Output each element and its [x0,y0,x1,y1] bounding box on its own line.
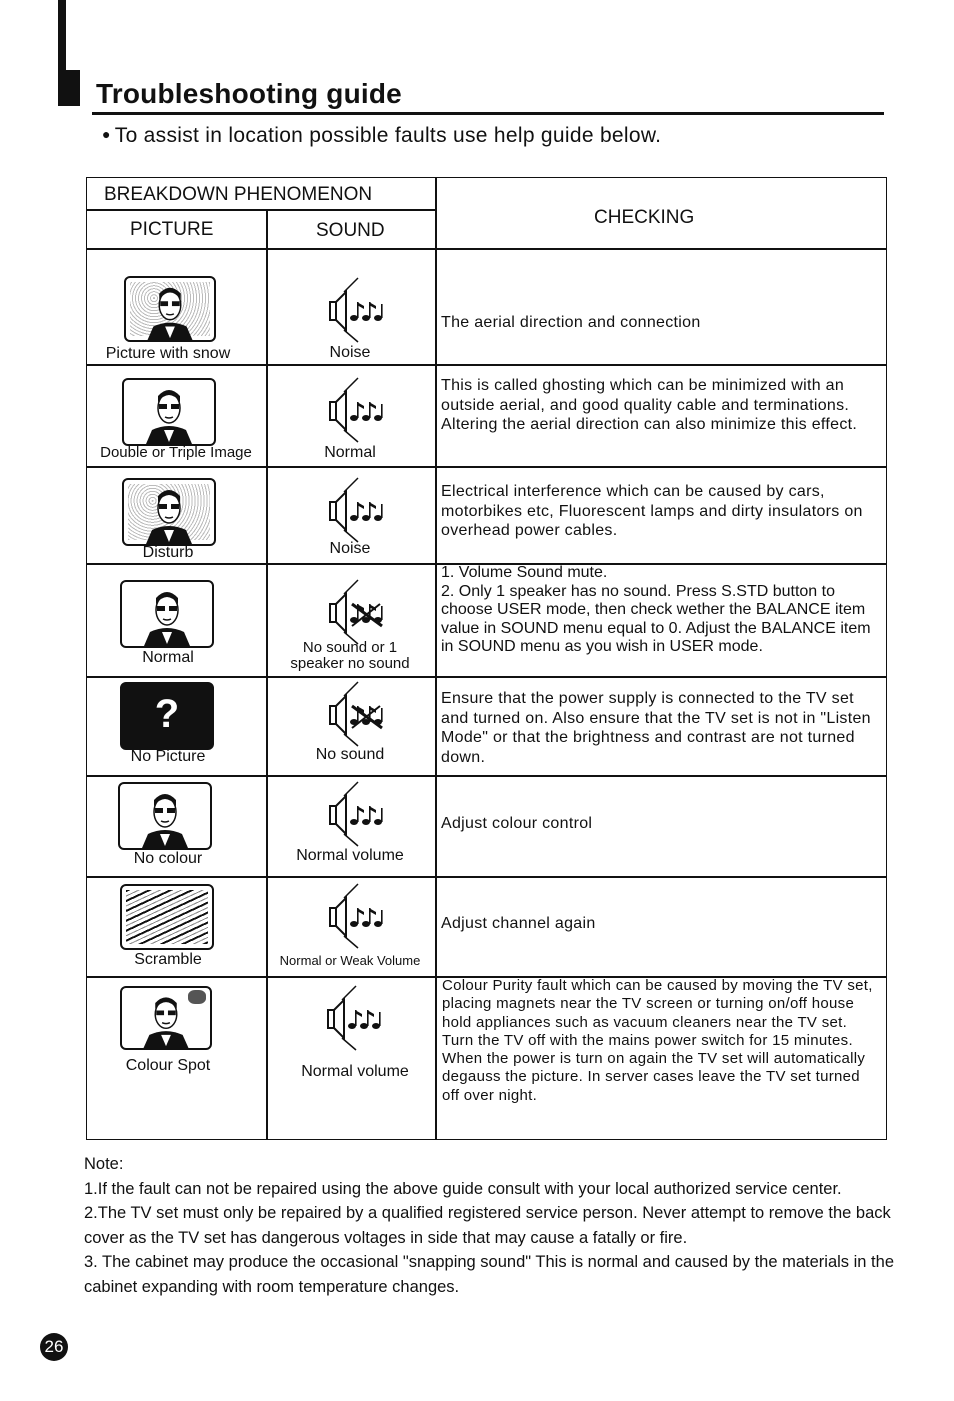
picture-none-icon [120,682,214,750]
sound-label: Noise [329,344,371,361]
notes-section [84,1152,904,1299]
page-number: 26 [40,1333,68,1361]
picture-colour-spot-icon [120,986,212,1050]
picture-no-colour-icon [118,782,212,850]
picture-label: No Picture [130,748,206,765]
checking-text: Electrical interference which can be caused by cars, motorbikes etc, Fluorescent lamps and dirty insulators on overhead power cables. [441,483,863,539]
speaker-icon [322,878,392,958]
picture-label: Normal [142,649,194,666]
picture-label: Scramble [134,951,202,968]
picture-label: Picture with snow [105,345,231,362]
note-item: 1.If the fault can not be repaired using the above guide consult with your local authorized service center. [84,1179,842,1198]
speaker-icon [322,372,392,452]
row-divider [87,466,886,468]
checking-text: 1. Volume Sound mute. 2. Only 1 speaker has no sound. Press S.STD button to choose USER mode, then check wether the BALANCE item value in SOUND menu equal to 0. Adjust the BALANCE item in SOUND menu as you wish in USER mode. [441,564,871,655]
question-mark-icon: ? [154,692,180,736]
picture-label: Double or Triple Image [100,444,252,461]
intro-text: ● To assist in location possible faults use help guide below. [102,124,662,147]
row-divider [87,676,886,678]
checking-text: This is called ghosting which can be minimized with an outside aerial, and good quality cable and terminations. Altering the aerial direction can also minimize this effect. [441,377,858,433]
picture-label: No colour [133,850,203,867]
sound-label: No sound or 1 speaker no sound [290,639,410,672]
sound-label: Normal or Weak Volume [279,953,421,968]
header-sound: SOUND [316,220,385,241]
notes-heading: Note: [84,1155,124,1173]
speaker-icon [320,980,390,1060]
speaker-mute-icon [322,676,392,756]
colour-spot-icon [188,990,206,1004]
sound-label: Normal volume [301,1063,409,1080]
picture-snow-icon [124,276,216,342]
sound-label: No sound [315,746,385,763]
header-divider [87,209,435,211]
checking-text: Adjust channel again [441,915,596,932]
checking-text: Colour Purity fault which can be caused by moving the TV set, placing magnets near the TV screen or turning on/off house hold appliances such as vacuum cleaners near the TV set. Turn the TV off with the mains power switch for 15 minutes. When the power is turn on again the TV set will automatically degauss the picture. In server cases leave the TV set turned off over night. [442,977,873,1104]
note-item: 2.The TV set must only be repaired by a qualified registered service person. Never attempt to remove the back cover as the TV set has dangerous voltages in side that may cause a fatally or fire. [84,1204,891,1247]
header-breakdown: BREAKDOWN PHENOMENON [104,184,373,205]
header-checking: CHECKING [594,207,695,228]
note-item: 3. The cabinet may produce the occasional "snapping sound" This is normal and caused by the materials in the cabinet expanding with room temperature changes. [84,1253,894,1296]
decorative-block [58,70,80,106]
picture-ghost-icon [122,378,216,446]
speaker-icon [322,272,392,352]
header-picture: PICTURE [130,219,214,240]
checking-text: The aerial direction and connection [441,314,701,331]
picture-disturb-icon [122,478,216,546]
checking-text: Ensure that the power supply is connected to the TV set and turned on. Also ensure that the TV set is not in "Listen Mode" or that the brightness and contrast are not turned down. [441,690,871,766]
intro-text-content: To assist in location possible faults use help guide below. [114,124,662,147]
speaker-icon [322,776,392,856]
picture-label: Colour Spot [125,1057,211,1074]
title-underline [92,112,884,115]
sound-label: Normal [324,444,376,461]
sound-label: Noise [329,540,371,557]
header-bottom [87,248,886,250]
row-divider [87,876,886,878]
row-divider [87,364,886,366]
page-title: Troubleshooting guide [96,78,402,109]
picture-scramble-icon [120,884,214,950]
picture-label: Disturb [142,544,194,561]
col-divider-checking [435,178,437,1139]
row-divider [87,775,886,777]
checking-text: Adjust colour control [441,815,593,832]
sound-label: Normal volume [296,847,404,864]
picture-normal-icon [120,580,214,648]
